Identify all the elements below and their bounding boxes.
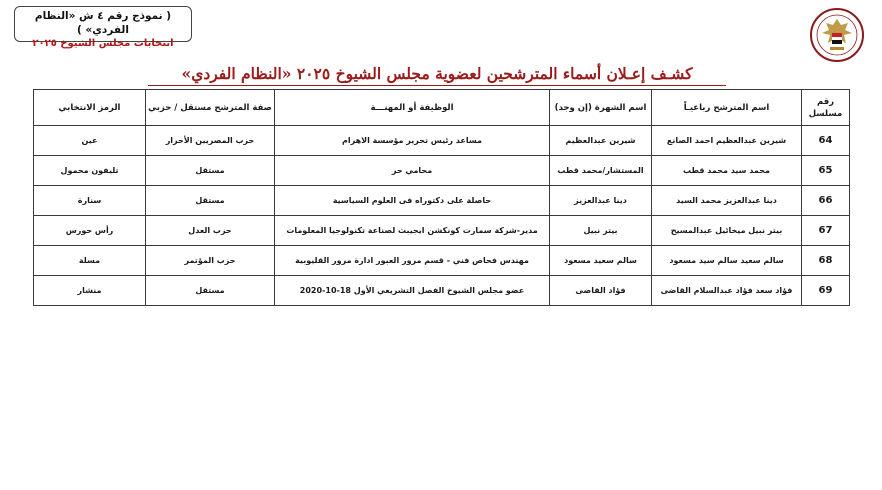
cell-symbol: تليفون محمول bbox=[34, 156, 146, 186]
cell-name: محمد سيد محمد قطب bbox=[652, 156, 802, 186]
form-subtitle: انتخابات مجلس الشيوخ ٢٠٢٥ bbox=[32, 38, 174, 49]
table-row bbox=[34, 246, 850, 276]
title-underline bbox=[148, 85, 726, 86]
cell-symbol: عين bbox=[34, 126, 146, 156]
cell-status: حزب المصريين الأحرار bbox=[146, 126, 275, 156]
cell-nickname: سالم سعيد مسعود bbox=[550, 246, 652, 276]
cell-status: مستقل bbox=[146, 186, 275, 216]
cell-name: سالم سعيد سالم سيد مسعود bbox=[652, 246, 802, 276]
column-header-symbol: الرمز الانتخابي bbox=[34, 90, 146, 126]
table-row bbox=[34, 156, 850, 186]
column-header-occupation: الوظيفة أو المهنـــة bbox=[275, 90, 550, 126]
table-row bbox=[34, 216, 850, 246]
cell-occupation: محامي حر bbox=[275, 156, 550, 186]
cell-occupation: مساعد رئيس تحرير مؤسسة الاهرام bbox=[275, 126, 550, 156]
table-row bbox=[34, 126, 850, 156]
candidates-table bbox=[33, 89, 850, 306]
cell-serial: 67 bbox=[802, 216, 850, 246]
cell-occupation: مدير-شركة سمارت كونكشن ايجيبت لصناعة تكنولوجيا المعلومات bbox=[275, 216, 550, 246]
cell-nickname: المستشار/محمد قطب bbox=[550, 156, 652, 186]
cell-nickname: دينا عبدالعزيز bbox=[550, 186, 652, 216]
cell-serial: 68 bbox=[802, 246, 850, 276]
cell-symbol: رأس حورس bbox=[34, 216, 146, 246]
form-number-box bbox=[14, 6, 192, 49]
cell-nickname: فؤاد القاضى bbox=[550, 276, 652, 306]
cell-nickname: شيرين عبدالعظيم bbox=[550, 126, 652, 156]
cell-occupation: حاصلة على دكتوراه فى العلوم السياسية bbox=[275, 186, 550, 216]
egypt-emblem-logo bbox=[808, 7, 866, 63]
cell-serial: 69 bbox=[802, 276, 850, 306]
cell-status: حزب العدل bbox=[146, 216, 275, 246]
cell-serial: 64 bbox=[802, 126, 850, 156]
cell-name: دينا عبدالعزيز محمد السيد bbox=[652, 186, 802, 216]
cell-occupation: عضو مجلس الشيوخ الفصل التشريعي الأول 18-10-2020 bbox=[275, 276, 550, 306]
column-header-nickname: اسم الشهرة (إن وجد) bbox=[550, 90, 652, 126]
cell-occupation: مهندس فحاص فني - قسم مرور العبور ادارة مرور القليوبية bbox=[275, 246, 550, 276]
cell-serial: 65 bbox=[802, 156, 850, 186]
cell-symbol: سنارة bbox=[34, 186, 146, 216]
cell-status: مستقل bbox=[146, 276, 275, 306]
cell-symbol: منشار bbox=[34, 276, 146, 306]
cell-name: شيرين عبدالعظيم احمد الصانع bbox=[652, 126, 802, 156]
cell-serial: 66 bbox=[802, 186, 850, 216]
table-header-row bbox=[34, 90, 850, 126]
column-header-status: صفة المترشح مستقل / حزبي bbox=[146, 90, 275, 126]
form-label: ( نموذج رقم ٤ ش «النظام الفردي» ) bbox=[34, 10, 172, 36]
page-title: كشـف إعـلان أسماء المترشحين لعضوية مجلس الشيوخ ٢٠٢٥ «النظام الفردي» bbox=[181, 64, 693, 83]
column-header-name: اسم المترشح رباعيـاً bbox=[652, 90, 802, 126]
column-header-serial: رقم مسلسل bbox=[802, 90, 850, 126]
cell-name: بيتر نبيل ميخائيل عبدالمسيح bbox=[652, 216, 802, 246]
cell-status: مستقل bbox=[146, 156, 275, 186]
table-row bbox=[34, 186, 850, 216]
cell-name: فؤاد سعد فؤاد عبدالسلام القاضى bbox=[652, 276, 802, 306]
cell-symbol: مسلة bbox=[34, 246, 146, 276]
table-row bbox=[34, 276, 850, 306]
cell-nickname: بيتر نبيل bbox=[550, 216, 652, 246]
cell-status: حزب المؤتمر bbox=[146, 246, 275, 276]
